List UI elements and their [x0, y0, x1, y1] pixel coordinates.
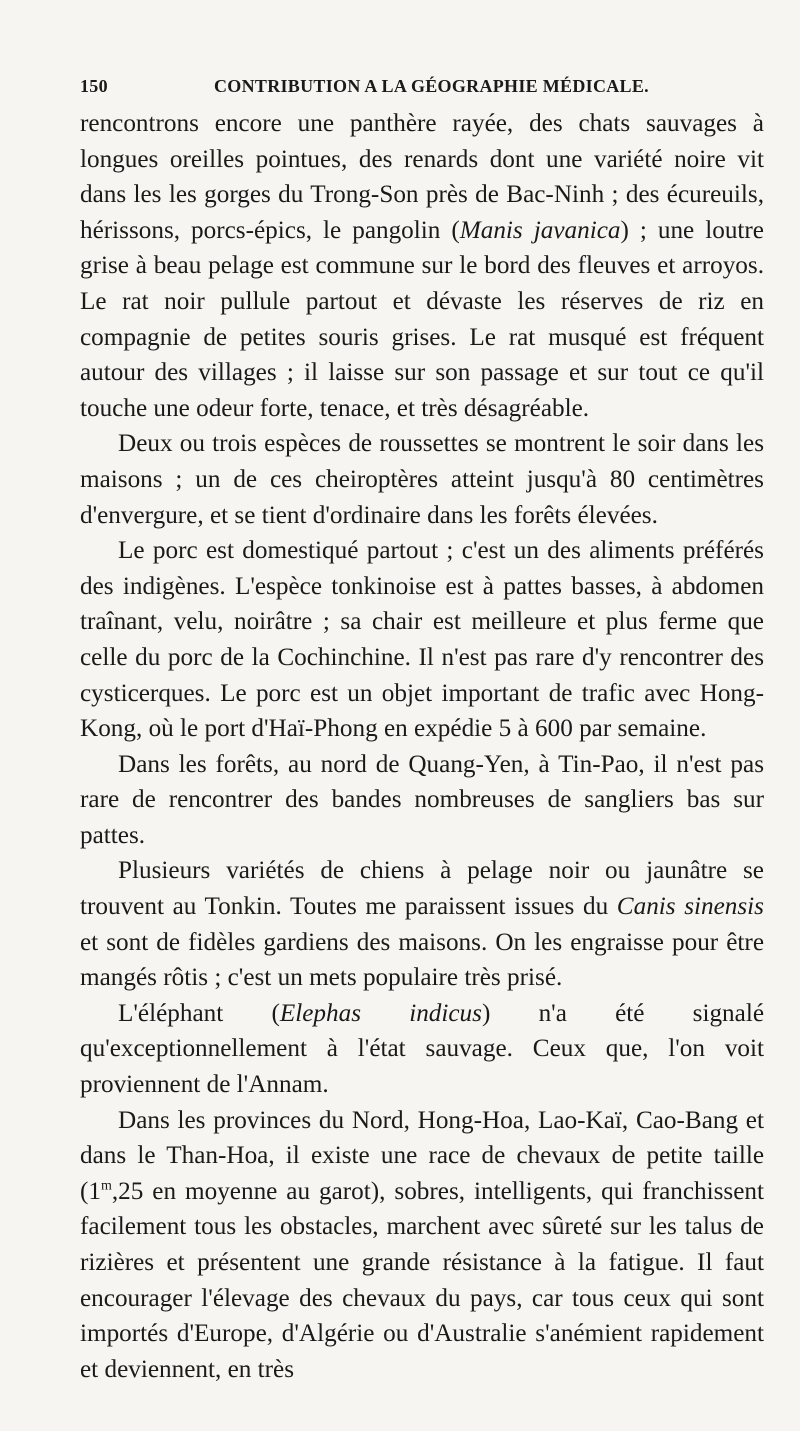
body-text	[80, 106, 764, 1387]
paragraph-chevaux	[80, 1103, 764, 1388]
running-header	[80, 76, 764, 106]
paragraph-fauna	[80, 106, 764, 426]
paragraph-sangliers: Dans les forêts, au nord de Quang-Yen, à Tin-Pao, il n'est pas rare de rencontrer des bandes nombreuses de sangliers bas sur pattes.	[80, 750, 764, 849]
page-number: 150	[80, 76, 108, 96]
paragraph-elephant	[80, 996, 764, 1103]
species-name: Elephas indicus	[279, 999, 482, 1027]
text-run: ) ; une loutre grise à beau pelage est commune sur le bord des fleuves et arroyos. Le rat noir pullule partout et dévaste les réserves de riz en compagnie de petites souris grises. Le rat musqué est fréquent autour des villages ; il laisse sur son passage et sur tout ce qu'il touche une odeur forte, tenace, et très désagréable.	[80, 216, 764, 422]
paragraph-porc: Le porc est domestiqué partout ; c'est un des aliments préférés des indigènes. L'espèce tonkinoise est à pattes basses, à abdomen traînant, velu, noirâtre ; sa chair est meilleure et plus ferme que celle du porc de la Cochinchine. Il n'est pas rare d'y rencontrer des cysticerques. Le porc est un objet important de trafic avec Hong-Kong, où le port d'Haï-Phong en expédie 5 à 600 par semaine.	[80, 537, 764, 743]
species-name: Canis sinensis	[616, 893, 764, 921]
text-run: rencontrons encore une panthère rayée, des chats sauvages à longues oreilles pointues, des renards dont une variété noire vit dans les les gorges du Trong-Son près de Bac-Ninh ; des écureuils, hérissons, porcs-épics, le pangolin (	[80, 110, 764, 244]
text-run: ) n'a été signalé qu'exceptionnellement à l'état sauvage. Ceux que, l'on voit proviennent de l'Annam.	[80, 999, 764, 1099]
text-run: Plusieurs variétés de chiens à pelage noir ou jaunâtre se trouvent au Tonkin. Toutes me paraissent issues du	[80, 857, 764, 921]
species-name: Manis javanica	[459, 216, 621, 244]
paragraph-chiens	[80, 853, 764, 995]
text-run: Dans les provinces du Nord, Hong-Hoa, Lao-Kaï, Cao-Bang et dans le Than-Hoa, il existe une race de chevaux de petite taille (1	[80, 1106, 764, 1205]
text-run: ,25 en moyenne au garot), sobres, intelligents, qui franchissent facilement tous les obstacles, marchent avec sûreté sur les talus de rizières et présentent une grande résistance à la fatigue. Il faut encourager l'élevage des chevaux du pays, car tous ceux qui sont importés d'Europe, d'Algérie ou d'Australie s'anémient rapidement et deviennent, en très	[80, 1177, 764, 1383]
paragraph-roussettes: Deux ou trois espèces de roussettes se montrent le soir dans les maisons ; un de ces cheiroptères atteint jusqu'à 80 centimètres d'envergure, et se tient d'ordinaire dans les forêts élevées.	[80, 430, 764, 529]
running-title: CONTRIBUTION A LA GÉOGRAPHIE MÉDICALE.	[214, 76, 649, 96]
unit-superscript: m	[100, 1178, 112, 1194]
text-run: L'éléphant (	[118, 999, 280, 1027]
text-run: et sont de fidèles gardiens des maisons. On les engraisse pour être mangés rôtis ; c'est un mets populaire très prisé.	[80, 928, 764, 992]
